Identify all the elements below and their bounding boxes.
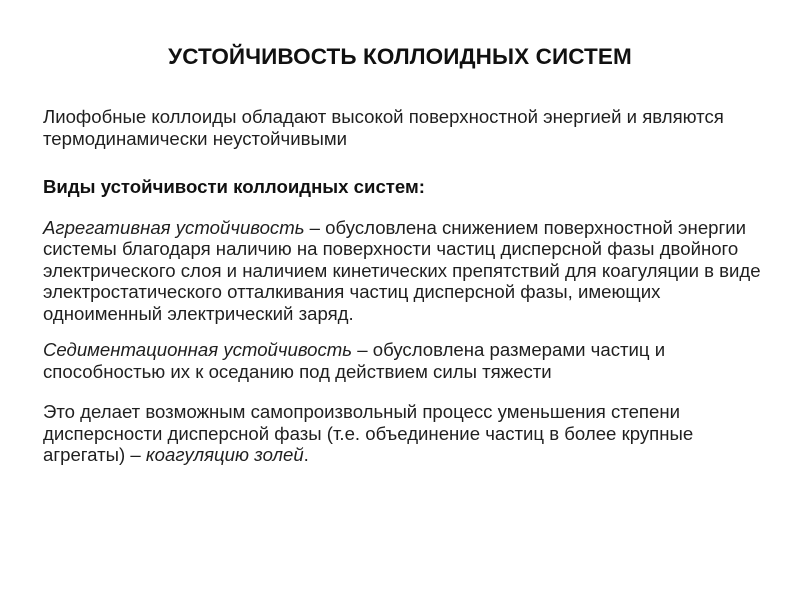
aggregative-stability-paragraph <box>43 217 768 325</box>
sedimentation-stability-paragraph <box>43 339 768 382</box>
slide-title: УСТОЙЧИВОСТЬ КОЛЛОИДНЫХ СИСТЕМ <box>168 44 632 69</box>
sedimentation-stability-term: Седиментационная устойчивость <box>43 339 353 360</box>
section-heading: Виды устойчивости коллоидных систем: <box>43 176 425 197</box>
aggregative-stability-text: обусловлена снижением поверхностной энергии системы благодаря наличию на поверхности частиц дисперсной фазы двойного электрического слоя и наличием кинетических препятствий для коагуляции в виде электростатического отталкивания частиц дисперсной фазы, имеющих одноименный электрический заряд. <box>43 216 761 324</box>
coagulation-dash: – <box>125 444 146 465</box>
sedimentation-stability-text: обусловлена размерами частиц и способностью их к оседанию под действием силы тяжести <box>43 339 666 382</box>
coagulation-end: . <box>303 444 309 465</box>
coagulation-text: Это делает возможным самопроизвольный процесс уменьшения степени дисперсности дисперсной фазы (т.е. объединение частиц в более крупные агрегаты) <box>43 401 694 465</box>
aggregative-stability-term: Агрегативная устойчивость <box>43 216 305 238</box>
coagulation-term: коагуляцию золей <box>145 444 304 465</box>
aggregative-dash: – <box>304 216 326 238</box>
intro-paragraph: Лиофобные коллоиды обладают высокой поверхностной энергией и являются термодинамически неустойчивыми <box>43 106 724 149</box>
slide-body <box>43 106 768 466</box>
coagulation-paragraph <box>43 401 768 466</box>
sedimentation-dash: – <box>352 339 373 360</box>
